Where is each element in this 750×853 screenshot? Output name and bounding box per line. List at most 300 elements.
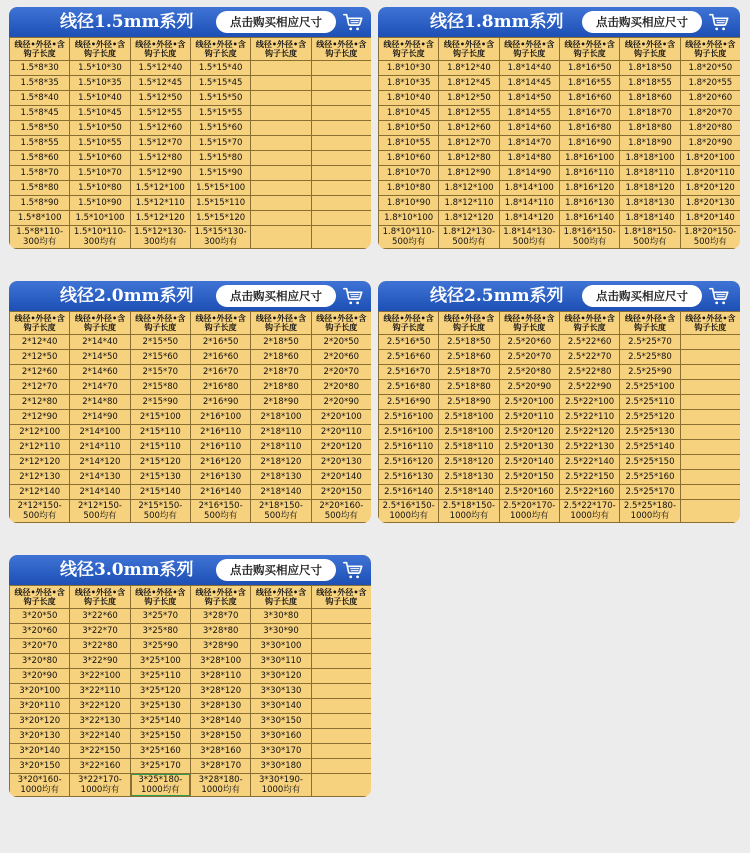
- column-header: [70, 38, 130, 61]
- size-panel: [9, 281, 371, 523]
- table-row: [379, 350, 741, 365]
- size-cell: 1.5*8*60: [10, 151, 70, 166]
- size-cell: 1.8*18*80: [620, 121, 680, 136]
- size-cell: 2.5*25*170: [620, 485, 680, 500]
- size-cell: 2*12*70: [10, 380, 70, 395]
- size-cell: 2.5*18*100: [439, 425, 499, 440]
- size-cell: 2*12*140: [10, 485, 70, 500]
- size-cell: 1.8*14*110: [499, 196, 559, 211]
- size-cell: 1.8*10*45: [379, 106, 439, 121]
- buy-size-button[interactable]: 点击购买相应尺寸: [582, 285, 702, 307]
- size-cell: 1.8*10*100: [379, 211, 439, 226]
- size-table: [9, 585, 371, 797]
- size-cell: 1.8*20*70: [680, 106, 740, 121]
- size-cell: 2.5*22*140: [559, 455, 619, 470]
- size-cell: [680, 410, 740, 425]
- size-cell: 2.5*20*60: [499, 335, 559, 350]
- size-cell: 2*14*40: [70, 335, 130, 350]
- size-cell: [311, 609, 371, 624]
- table-row: [379, 335, 741, 350]
- size-cell: [311, 759, 371, 774]
- size-cell: 2*20*140: [311, 470, 371, 485]
- size-cell: 2.5*18*90: [439, 395, 499, 410]
- size-cell: 2*16*90: [190, 395, 250, 410]
- size-cell: 3*30*110: [251, 654, 311, 669]
- column-header: [251, 586, 311, 609]
- size-cell: 2*16*60: [190, 350, 250, 365]
- column-header: [10, 38, 70, 61]
- size-cell: [680, 485, 740, 500]
- size-cell: 1.8*12*90: [439, 166, 499, 181]
- size-cell: 2*12*90: [10, 410, 70, 425]
- size-cell: 3*25*100: [130, 654, 190, 669]
- column-header: [311, 312, 371, 335]
- size-cell: 3*25*160: [130, 744, 190, 759]
- size-cell: 2.5*20*110: [499, 410, 559, 425]
- size-cell: 1.5*10*40: [70, 91, 130, 106]
- size-cell: [311, 196, 371, 211]
- size-cell: 1.5*10*70: [70, 166, 130, 181]
- column-header: [190, 586, 250, 609]
- table-row: [10, 136, 372, 151]
- table-row: [10, 455, 372, 470]
- size-cell: 2*16*110: [190, 425, 250, 440]
- panel-title: 线径2.5mm系列: [430, 286, 564, 306]
- buy-size-button[interactable]: 点击购买相应尺寸: [216, 285, 336, 307]
- size-cell: 3*30*170: [251, 744, 311, 759]
- size-cell: 2.5*18*70: [439, 365, 499, 380]
- size-cell: 3*25*90: [130, 639, 190, 654]
- size-cell: 2.5*16*90: [379, 395, 439, 410]
- size-cell: 3*22*120: [70, 699, 130, 714]
- column-header-line: 钩子长度: [452, 323, 485, 332]
- size-cell: 2*12*80: [10, 395, 70, 410]
- shopping-cart-icon[interactable]: [342, 285, 364, 307]
- size-cell: 2.5*18*120: [439, 455, 499, 470]
- size-cell: [680, 500, 740, 523]
- column-header-line: 线径•外径•含: [564, 40, 615, 49]
- size-cell: 3*20*140: [10, 744, 70, 759]
- size-cell: 1.5*10*110- 300均有: [70, 226, 130, 249]
- size-cell: 3*25*110: [130, 669, 190, 684]
- size-cell: 2*15*120: [130, 455, 190, 470]
- size-cell: 2.5*20*100: [499, 395, 559, 410]
- size-cell: 1.5*8*90: [10, 196, 70, 211]
- size-cell: 2*16*140: [190, 485, 250, 500]
- shopping-cart-icon[interactable]: [342, 559, 364, 581]
- size-cell: 2*20*150: [311, 485, 371, 500]
- size-cell: 1.8*14*70: [499, 136, 559, 151]
- size-cell: 1.8*18*110: [620, 166, 680, 181]
- size-cell: [311, 136, 371, 151]
- size-cell: 1.5*10*60: [70, 151, 130, 166]
- size-cell: 1.5*12*110: [130, 196, 190, 211]
- table-row: [10, 410, 372, 425]
- size-panel: [378, 7, 740, 249]
- size-cell: 1.8*16*150- 500均有: [559, 226, 619, 249]
- size-cell: 1.5*8*45: [10, 106, 70, 121]
- shopping-cart-icon[interactable]: [342, 11, 364, 33]
- size-cell: 2.5*18*80: [439, 380, 499, 395]
- table-row: [10, 639, 372, 654]
- table-header-row: [10, 312, 372, 335]
- size-cell: [680, 470, 740, 485]
- panel-header: [378, 7, 740, 37]
- size-cell: 2*15*70: [130, 365, 190, 380]
- size-cell: 2.5*25*90: [620, 365, 680, 380]
- size-cell: 1.8*16*130: [559, 196, 619, 211]
- column-header-line: 线径•外径•含: [255, 588, 307, 597]
- column-header: [620, 312, 680, 335]
- size-cell: 1.5*15*50: [190, 91, 250, 106]
- size-cell: 2*20*50: [311, 335, 371, 350]
- size-cell: 2.5*20*90: [499, 380, 559, 395]
- column-header-line: 线径•外径•含: [504, 40, 555, 49]
- size-cell: 2.5*16*60: [379, 350, 439, 365]
- column-header: [499, 38, 559, 61]
- column-header-line: 钩子长度: [452, 49, 485, 58]
- column-header-line: 钩子长度: [264, 49, 297, 58]
- column-header-line: 线径•外径•含: [564, 314, 615, 323]
- table-row: [10, 365, 372, 380]
- column-header-line: 线径•外径•含: [316, 40, 367, 49]
- size-cell: [251, 151, 311, 166]
- size-cell: [311, 684, 371, 699]
- column-header-line: 线径•外径•含: [316, 314, 367, 323]
- size-cell: 1.5*12*45: [130, 76, 190, 91]
- size-cell: 1.5*12*130- 300均有: [130, 226, 190, 249]
- size-panel: [9, 555, 371, 797]
- table-row: [10, 684, 372, 699]
- size-cell: 2.5*22*160: [559, 485, 619, 500]
- size-cell: 2.5*16*130: [379, 470, 439, 485]
- size-cell: 2*14*60: [70, 365, 130, 380]
- size-cell: 2.5*16*70: [379, 365, 439, 380]
- size-cell: 1.8*18*100: [620, 151, 680, 166]
- column-header-line: 钩子长度: [573, 323, 606, 332]
- table-row: [379, 211, 741, 226]
- size-cell: 1.8*10*110- 500均有: [379, 226, 439, 249]
- column-header: [10, 586, 70, 609]
- size-cell: [311, 181, 371, 196]
- column-header-line: 钩子长度: [513, 323, 546, 332]
- size-cell: 3*28*90: [190, 639, 250, 654]
- table-row: [379, 425, 741, 440]
- size-cell: 3*28*110: [190, 669, 250, 684]
- size-cell: 3*28*70: [190, 609, 250, 624]
- column-header: [620, 38, 680, 61]
- size-cell: 1.8*14*40: [499, 61, 559, 76]
- size-cell: 2.5*25*100: [620, 380, 680, 395]
- size-cell: 1.8*14*120: [499, 211, 559, 226]
- size-cell: 1.8*16*70: [559, 106, 619, 121]
- size-cell: 3*22*70: [70, 624, 130, 639]
- size-cell: 1.5*12*55: [130, 106, 190, 121]
- table-row: [379, 166, 741, 181]
- panel-title: 线径2.0mm系列: [60, 286, 194, 306]
- column-header-line: 钩子长度: [633, 323, 666, 332]
- size-cell: 3*25*170: [130, 759, 190, 774]
- column-header: [311, 586, 371, 609]
- column-header-line: 线径•外径•含: [135, 588, 186, 597]
- size-cell: [680, 335, 740, 350]
- size-cell: 2*14*110: [70, 440, 130, 455]
- size-cell: 2*12*150- 500均有: [70, 500, 130, 523]
- size-cell: 1.5*15*100: [190, 181, 250, 196]
- size-cell: 2*15*60: [130, 350, 190, 365]
- table-row: [379, 395, 741, 410]
- size-cell: 2*16*80: [190, 380, 250, 395]
- column-header: [190, 38, 250, 61]
- size-cell: 2.5*22*100: [559, 395, 619, 410]
- column-header-line: 线径•外径•含: [195, 40, 246, 49]
- column-header: [559, 312, 619, 335]
- size-cell: [251, 136, 311, 151]
- size-cell: 3*25*180- 1000均有: [130, 774, 190, 797]
- table-row: [379, 470, 741, 485]
- size-cell: 1.5*12*40: [130, 61, 190, 76]
- size-cell: 3*30*140: [251, 699, 311, 714]
- size-cell: 3*20*70: [10, 639, 70, 654]
- size-cell: 3*28*160: [190, 744, 250, 759]
- size-cell: 1.5*8*70: [10, 166, 70, 181]
- table-header-row: [379, 38, 741, 61]
- size-cell: 1.8*14*50: [499, 91, 559, 106]
- size-cell: [311, 106, 371, 121]
- size-cell: 1.8*10*35: [379, 76, 439, 91]
- size-cell: 1.5*10*55: [70, 136, 130, 151]
- size-cell: 3*20*160- 1000均有: [10, 774, 70, 797]
- size-cell: 1.8*12*55: [439, 106, 499, 121]
- size-cell: 2*14*90: [70, 410, 130, 425]
- size-cell: 2*18*100: [251, 410, 311, 425]
- size-cell: 1.5*8*100: [10, 211, 70, 226]
- size-cell: 1.5*15*70: [190, 136, 250, 151]
- column-header-line: 线径•外径•含: [685, 40, 736, 49]
- size-cell: 1.8*10*40: [379, 91, 439, 106]
- table-row: [379, 410, 741, 425]
- size-cell: 3*30*100: [251, 639, 311, 654]
- size-cell: 1.8*16*50: [559, 61, 619, 76]
- buy-size-button[interactable]: 点击购买相应尺寸: [216, 11, 336, 33]
- column-header-line: 线径•外径•含: [443, 314, 495, 323]
- size-cell: 2*12*110: [10, 440, 70, 455]
- column-header: [130, 312, 190, 335]
- size-cell: 1.8*12*100: [439, 181, 499, 196]
- table-row: [379, 151, 741, 166]
- size-cell: 1.5*10*50: [70, 121, 130, 136]
- size-cell: 1.5*10*30: [70, 61, 130, 76]
- column-header: [70, 586, 130, 609]
- size-cell: 1.8*20*90: [680, 136, 740, 151]
- size-cell: 1.8*12*110: [439, 196, 499, 211]
- table-row: [10, 211, 372, 226]
- size-cell: 2.5*25*110: [620, 395, 680, 410]
- column-header-line: 线径•外径•含: [316, 588, 367, 597]
- size-cell: 2*14*80: [70, 395, 130, 410]
- size-cell: 1.8*12*50: [439, 91, 499, 106]
- size-cell: 1.5*12*90: [130, 166, 190, 181]
- column-header-line: 钩子长度: [513, 49, 546, 58]
- size-cell: 3*28*150: [190, 729, 250, 744]
- size-cell: 2.5*22*70: [559, 350, 619, 365]
- column-header-line: 线径•外径•含: [14, 40, 65, 49]
- table-row: [10, 624, 372, 639]
- size-cell: 2*20*70: [311, 365, 371, 380]
- table-row: [379, 500, 741, 523]
- column-header-line: 线径•外径•含: [383, 314, 434, 323]
- size-cell: 3*20*130: [10, 729, 70, 744]
- size-cell: 1.8*18*90: [620, 136, 680, 151]
- size-cell: [251, 121, 311, 136]
- size-cell: 2.5*16*80: [379, 380, 439, 395]
- size-cell: 2*14*100: [70, 425, 130, 440]
- size-cell: 1.5*15*110: [190, 196, 250, 211]
- size-cell: 2.5*16*150- 1000均有: [379, 500, 439, 523]
- size-cell: 2.5*20*120: [499, 425, 559, 440]
- column-header-line: 钩子长度: [694, 49, 727, 58]
- size-cell: 2.5*22*150: [559, 470, 619, 485]
- size-cell: 3*30*130: [251, 684, 311, 699]
- size-cell: 1.8*16*90: [559, 136, 619, 151]
- column-header-line: 钩子长度: [573, 49, 606, 58]
- table-row: [379, 106, 741, 121]
- column-header-line: 线径•外径•含: [135, 314, 186, 323]
- size-cell: 3*30*80: [251, 609, 311, 624]
- size-cell: 2.5*22*110: [559, 410, 619, 425]
- table-header-row: [10, 38, 372, 61]
- table-row: [10, 669, 372, 684]
- column-header: [251, 38, 311, 61]
- column-header: [439, 38, 499, 61]
- column-header-line: 线径•外径•含: [685, 314, 736, 323]
- size-cell: 2*18*70: [251, 365, 311, 380]
- size-cell: 2*15*90: [130, 395, 190, 410]
- column-header-line: 钩子长度: [204, 49, 237, 58]
- size-cell: 1.8*10*50: [379, 121, 439, 136]
- buy-size-button[interactable]: 点击购买相应尺寸: [216, 559, 336, 581]
- size-cell: 2*18*130: [251, 470, 311, 485]
- size-cell: 1.5*12*60: [130, 121, 190, 136]
- size-cell: 1.5*8*55: [10, 136, 70, 151]
- table-row: [10, 485, 372, 500]
- table-row: [10, 61, 372, 76]
- column-header-line: 线径•外径•含: [255, 314, 307, 323]
- column-header: [379, 312, 439, 335]
- size-panel: [378, 281, 740, 523]
- size-cell: 3*22*80: [70, 639, 130, 654]
- table-row: [10, 91, 372, 106]
- table-row: [10, 181, 372, 196]
- size-cell: 2.5*25*70: [620, 335, 680, 350]
- column-header: [499, 312, 559, 335]
- size-cell: [251, 76, 311, 91]
- size-cell: 2.5*18*140: [439, 485, 499, 500]
- size-cell: [311, 639, 371, 654]
- size-cell: 1.5*8*35: [10, 76, 70, 91]
- size-cell: 1.5*10*80: [70, 181, 130, 196]
- size-cell: 3*28*180- 1000均有: [190, 774, 250, 797]
- size-cell: 1.8*18*120: [620, 181, 680, 196]
- panel-header: [9, 281, 371, 311]
- size-cell: 2.5*22*80: [559, 365, 619, 380]
- table-row: [10, 380, 372, 395]
- size-cell: 1.5*15*45: [190, 76, 250, 91]
- size-cell: 2*18*80: [251, 380, 311, 395]
- table-row: [379, 440, 741, 455]
- size-cell: 1.8*16*55: [559, 76, 619, 91]
- size-cell: 2*15*80: [130, 380, 190, 395]
- shopping-cart-icon[interactable]: [708, 11, 730, 33]
- size-cell: 2.5*20*160: [499, 485, 559, 500]
- size-cell: 1.5*12*120: [130, 211, 190, 226]
- table-row: [10, 106, 372, 121]
- size-cell: 1.8*18*140: [620, 211, 680, 226]
- table-row: [379, 380, 741, 395]
- size-cell: 1.8*16*60: [559, 91, 619, 106]
- size-cell: 1.8*14*90: [499, 166, 559, 181]
- size-cell: 3*30*120: [251, 669, 311, 684]
- shopping-cart-icon[interactable]: [708, 285, 730, 307]
- column-header-line: 钩子长度: [83, 323, 116, 332]
- size-cell: [680, 455, 740, 470]
- table-header-row: [10, 586, 372, 609]
- table-row: [10, 76, 372, 91]
- size-cell: 1.5*15*40: [190, 61, 250, 76]
- size-cell: 1.5*15*80: [190, 151, 250, 166]
- size-cell: 1.8*20*150- 500均有: [680, 226, 740, 249]
- size-cell: 2.5*20*170- 1000均有: [499, 500, 559, 523]
- size-cell: 2.5*22*130: [559, 440, 619, 455]
- table-row: [10, 654, 372, 669]
- size-cell: 1.5*12*70: [130, 136, 190, 151]
- size-cell: 1.8*14*130- 500均有: [499, 226, 559, 249]
- size-cell: 1.5*8*110- 300均有: [10, 226, 70, 249]
- size-cell: 1.8*12*80: [439, 151, 499, 166]
- column-header-line: 线径•外径•含: [504, 314, 555, 323]
- table-row: [379, 485, 741, 500]
- table-row: [10, 744, 372, 759]
- size-cell: 3*22*160: [70, 759, 130, 774]
- column-header-line: 钩子长度: [83, 49, 116, 58]
- buy-size-button[interactable]: 点击购买相应尺寸: [582, 11, 702, 33]
- size-cell: 2.5*16*120: [379, 455, 439, 470]
- size-cell: 2.5*20*70: [499, 350, 559, 365]
- size-cell: [680, 395, 740, 410]
- size-cell: 2.5*18*150- 1000均有: [439, 500, 499, 523]
- size-cell: 1.5*8*30: [10, 61, 70, 76]
- table-row: [10, 714, 372, 729]
- size-cell: 2.5*22*60: [559, 335, 619, 350]
- size-cell: [311, 654, 371, 669]
- size-cell: 2.5*25*140: [620, 440, 680, 455]
- size-cell: 2.5*22*90: [559, 380, 619, 395]
- column-header-line: 钩子长度: [204, 597, 237, 606]
- size-cell: [311, 669, 371, 684]
- column-header: [559, 38, 619, 61]
- column-header-line: 线径•外径•含: [195, 588, 246, 597]
- size-cell: 1.8*16*80: [559, 121, 619, 136]
- size-cell: [251, 91, 311, 106]
- panel-title: 线径1.8mm系列: [430, 12, 564, 32]
- size-cell: 1.8*14*100: [499, 181, 559, 196]
- size-cell: 1.8*20*120: [680, 181, 740, 196]
- size-cell: 1.5*12*80: [130, 151, 190, 166]
- size-cell: 2*20*110: [311, 425, 371, 440]
- size-cell: 3*30*90: [251, 624, 311, 639]
- size-cell: 3*28*140: [190, 714, 250, 729]
- size-cell: 3*22*100: [70, 669, 130, 684]
